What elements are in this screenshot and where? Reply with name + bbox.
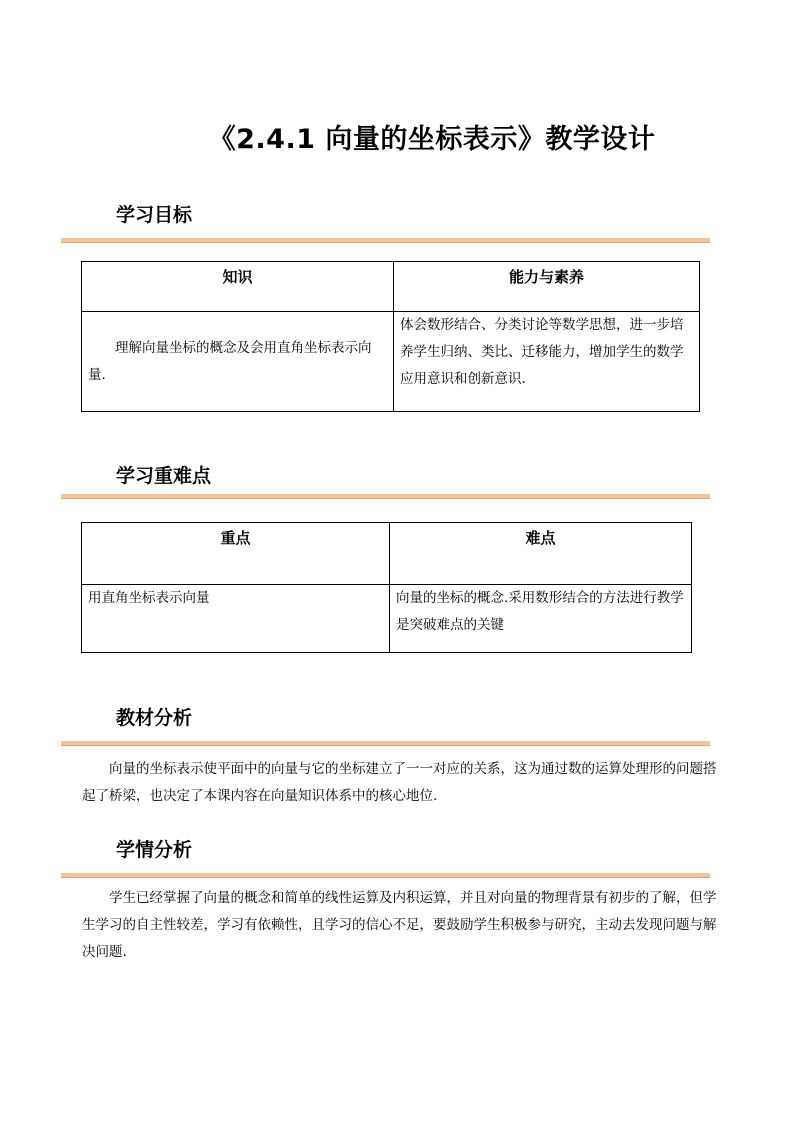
section-heading-textbook: 教材分析 bbox=[116, 707, 193, 729]
objectives-table bbox=[81, 261, 700, 412]
students-analysis-text: 学生已经掌握了向量的概念和简单的线性运算及内积运算，并且对向量的物理背景有初步的了解，但学生学习的自主性较差，学习有依赖性，且学习的信心不足，要鼓励学生积极参与研究，主动去发现问题与解决问题. bbox=[82, 890, 717, 960]
keypoints-header-key: 重点 bbox=[82, 523, 390, 585]
keypoints-table bbox=[81, 522, 692, 653]
objectives-header-knowledge: 知识 bbox=[82, 262, 394, 312]
keypoints-key-cell: 用直角坐标表示向量 bbox=[82, 585, 390, 653]
keypoints-difficulty-cell: 向量的坐标的概念.采用数形结合的方法进行教学是突破难点的关键 bbox=[390, 585, 692, 653]
section-divider bbox=[61, 741, 710, 746]
objectives-ability-cell: 体会数形结合、分类讨论等数学思想，进一步培养学生归纳、类比、迁移能力，增加学生的数学应用意识和创新意识. bbox=[394, 312, 700, 412]
section-divider bbox=[61, 873, 710, 878]
section-heading-students: 学情分析 bbox=[116, 839, 193, 861]
keypoints-header-difficulty: 难点 bbox=[390, 523, 692, 585]
section-heading-keypoints: 学习重难点 bbox=[116, 465, 212, 487]
section-divider bbox=[61, 238, 710, 243]
textbook-analysis-text: 向量的坐标表示使平面中的向量与它的坐标建立了一一对应的关系，这为通过数的运算处理形的问题搭起了桥梁，也决定了本课内容在向量知识体系中的核心地位. bbox=[82, 761, 717, 804]
page-title: 《2.4.1 向量的坐标表示》教学设计 bbox=[208, 124, 656, 155]
section-heading-objectives: 学习目标 bbox=[116, 204, 193, 226]
objectives-knowledge-cell: 理解向量坐标的概念及会用直角坐标表示向量. bbox=[82, 312, 394, 412]
section-divider bbox=[61, 494, 710, 499]
objectives-header-ability: 能力与素养 bbox=[394, 262, 700, 312]
